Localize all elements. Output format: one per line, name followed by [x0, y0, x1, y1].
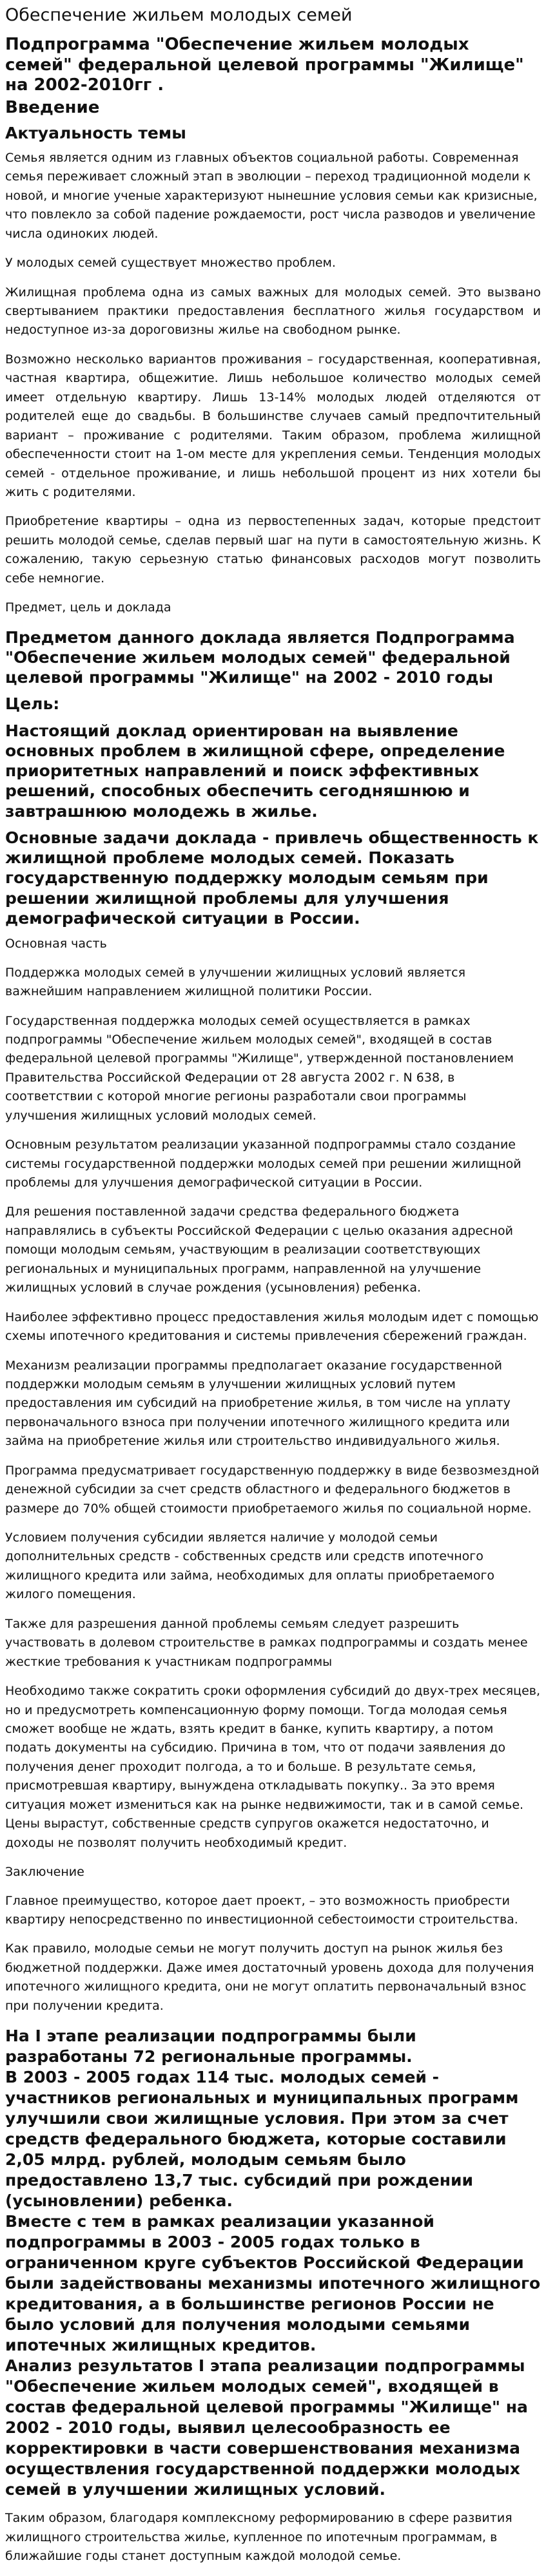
results-limitations: Вместе с тем в рамках реализации указанной подпрограммы в 2003 - 2005 годах только в ограниченном круге субъектов Российской Федерации были задействованы механизмы ипотечного жилищного кредитования, а в большинстве регионов России не было условий для получения молодыми семьями ипотечных жилищных кредитов. — [5, 2212, 541, 2355]
main-paragraph-8: Условием получения субсидии является наличие у молодой семьи дополнительных средств - собственных средств или средств ипотечного жилищного кредита или займа, необходимых для оплаты приобретаемого жилого помещения. — [5, 1531, 495, 1602]
goal-label: Цель: — [5, 694, 60, 714]
main-paragraph-5: Наиболее эффективно процесс предоставления жилья молодым идет с помощью схемы ипотечного кредитования и системы привлечения сбережений граждан. — [5, 1310, 539, 1344]
subject-text: Предметом данного доклада является Подпрограмма "Обеспечение жильем молодых семей" федеральной целевой программы "Жилище" на 2002 - 2010 годы — [5, 627, 515, 687]
main-paragraph-7: Программа предусматривает государственную поддержку в виде безвозмездной денежной субсидии за счет средств областного и федерального бюджетов в размере до 70% общей стоимости приобретаемого жилья по социальной норме. — [5, 1463, 540, 1516]
intro-paragraph-4: Возможно несколько вариантов проживания – государственная, кооперативная, частная квартира, общежитие. Лишь небольшое количество молодых семей имеет отдельную квартиру. Лишь 13-14% молодых людей отделяются от родителей еще до свадьбы. В большинстве случаев самый предпочтительный вариант – проживание с родителями. Таким образом, проблема жилищной обеспеченности стоит на 1-ом месте для укрепления семьи. Тенденция молодых семей - отдельное проживание, и лишь небольшой процент из них хотели бы жить с родителями. — [5, 352, 541, 499]
conclusion-paragraph-2: Как правило, молодые семьи не могут получить доступ на рынок жилья без бюджетной поддержки. Даже имея достаточный уровень дохода для получения ипотечного жилищного кредита, они не могут оплатить первоначальный взнос при получении кредита. — [5, 1942, 534, 2013]
results-analysis: Анализ результатов I этапа реализации подпрограммы "Обеспечение жильем молодых семей", входящей в состав федеральной целевой программы "Жилище" на 2002 - 2010 годы, выявил целесообразность ее корректировки в части совершенствования механизма осуществления государственной поддержки молодых семей в улучшении жилищных условий. — [5, 2356, 528, 2499]
conclusion-heading: Заключение — [5, 1865, 84, 1880]
document-page — [0, 5, 546, 2566]
results-stage-1: На I этапе реализации подпрограммы были разработаны 72 региональные программы. — [5, 2027, 416, 2066]
conclusion-paragraph-1: Главное преимущество, которое дает проект, – это возможность приобрести квартиру непосредственно по инвестиционной себестоимости строительства. — [5, 1893, 518, 1927]
results-2003-2005: В 2003 - 2005 годах 114 тыс. молодых семей - участников региональных и муниципальных программ улучшили свои жилищные условия. При этом за счет средств федерального бюджета, которые составили 2,05 млрд. рублей, молодым семьям было предоставлено 13,7 тыс. субсидий при рождении (усыновлении) ребенка. — [5, 2068, 519, 2211]
main-paragraph-6: Механизм реализации программы предполагает оказание государственной поддержки молодым семьям в улучшении жилищных условий путем предоставления им субсидий на приобретение жилья, в том числе на уплату первоначального взноса при получении ипотечного жилищного кредита или займа на приобретение жилья или строительство индивидуального жилья. — [5, 1358, 511, 1449]
final-paragraph: Таким образом, благодаря комплексному реформированию в сфере развития жилищного строительства жилье, купленное по ипотечным программам, в ближайшие годы станет доступным каждой молодой семье. — [5, 2511, 512, 2564]
document-subtitle: Подпрограмма "Обеспечение жильем молодых семей" федеральной целевой программы "Жилище" на 2002-2010гг . — [5, 35, 524, 95]
intro-paragraph-2: У молодых семей существует множество проблем. — [5, 256, 336, 271]
main-paragraph-4: Для решения поставленной задачи средства федерального бюджета направлялись в субъекты Российской Федерации с целью оказания адресной помощи молодым семьям, участвующим в реализации соответствующих региональных и муниципальных программ, направленной на улучшение жилищных условий в случае рождения (усыновления) ребенка. — [5, 1205, 513, 1295]
intro-heading: Введение — [5, 97, 100, 117]
intro-paragraph-3: Жилищная проблема одна из самых важных для молодых семей. Это вызвано свертыванием практики предоставления бесплатного жилья государством и недоступное из-за дороговизны жилье на свободном рынке. — [5, 285, 541, 338]
goal-text: Настоящий доклад ориентирован на выявление основных проблем в жилищной сфере, определение приоритетных направлений и поиск эффективных решений, способных обеспечить сегодняшнюю и завтрашнюю молодежь в жилье. — [5, 721, 505, 821]
main-paragraph-10: Необходимо также сократить сроки оформления субсидий до двух-трех месяцев, но и предусмотреть компенсационную форму помощи. Тогда молодая семья сможет вообще не ждать, взять кредит в банке, купить квартиру, а потом подать документы на субсидию. Причина в том, что от подачи заявления до получения денег проходит полгода, а то и больше. В результате семья, присмотревшая квартиру, вынуждена откладывать покупку.. За это время ситуация может измениться как на рынке недвижимости, так и в самой семье. Цены вырастут, собственные средств супругов окажется недостаточно, и доходы не позволят получить необходимый кредит. — [5, 1684, 541, 1850]
main-paragraph-2: Государственная поддержка молодых семей осуществляется в рамках подпрограммы "Обеспечение жильем молодых семей", входящей в состав федеральной целевой программы "Жилище", утвержденной постановлением Правительства Российской Федерации от 28 августа 2002 г. N 638, в соответствии с которой многие регионы разработали свои программы улучшения жилищных условий молодых семей. — [5, 1013, 514, 1123]
relevance-heading: Актуальность темы — [5, 123, 186, 142]
intro-paragraph-5: Приобретение квартиры – одна из первостепенных задач, которые предстоит решить молодой семье, сделав первый шаг на пути в самостоятельную жизнь. К сожалению, такую серьезную статью финансовых расходов могут позволить себе немногие. — [5, 514, 541, 586]
intro-paragraph-1: Семья является одним из главных объектов социальной работы. Современная семья переживает сложный этап в эволюции – переход традиционной модели к новой, и многие ученые характеризуют нынешние условия семьи как кризисные, что повлекло за собой падение рождаемости, рост числа разводов и увеличение числа одиноких людей. — [5, 150, 538, 241]
main-paragraph-9: Также для разрешения данной проблемы семьям следует разрешить участвовать в долевом строительстве в рамках подпрограммы и создать менее жесткие требования к участникам подпрограммы — [5, 1616, 528, 1669]
main-paragraph-1: Поддержка молодых семей в улучшении жилищных условий является важнейшим направлением жилищной политики России. — [5, 965, 466, 999]
tasks-text: Основные задачи доклада - привлечь общественность к жилищной проблеме молодых семей. Показать государственную поддержку молодым семьям при решении жилищной проблемы для улучшения демографической ситуации в России. — [5, 828, 539, 928]
main-paragraph-3: Основным результатом реализации указанной подпрограммы стало создание системы государственной поддержки молодых семей при решении жилищной проблемы для улучшения демографической ситуации в России. — [5, 1138, 522, 1190]
main-heading: Основная часть — [5, 937, 107, 951]
page-title: Обеспечение жильем молодых семей — [5, 5, 353, 25]
subject-heading: Предмет, цель и доклада — [5, 600, 171, 615]
